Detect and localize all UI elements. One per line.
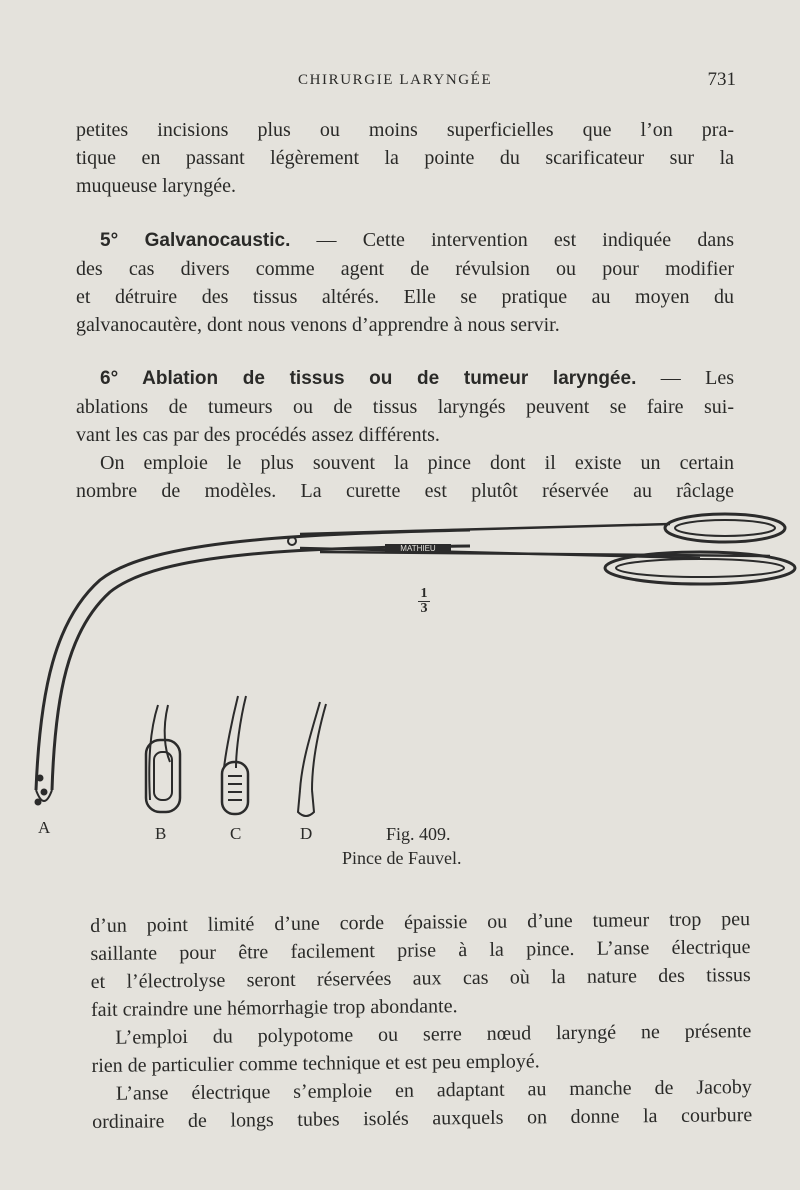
section-heading: 6° Ablation de tissus ou de tumeur laryngée. — [100, 368, 637, 389]
figure-409 — [0, 500, 800, 890]
text-run: — Cette intervention est indiquée dans — [290, 229, 734, 251]
text-line: petites incisions plus ou moins superficielles que l’on pra- — [76, 119, 734, 141]
figure-number: Fig. 409. — [386, 824, 451, 844]
page-number: 731 — [707, 69, 736, 90]
paragraph-top — [76, 116, 734, 200]
page-header — [0, 69, 800, 96]
text-line: rien de particulier comme technique et est peu employé. — [91, 1050, 540, 1077]
section-first-line — [76, 364, 734, 393]
section-galvanocaustic — [76, 226, 734, 339]
text-line: d’un point limité d’une corde épaissie ou d’une tumeur trop peu — [90, 908, 751, 937]
text-line: saillante pour être facilement prise à la pince. L’anse électrique — [90, 936, 751, 965]
figure-label-c: C — [230, 824, 242, 843]
scale-numerator: 1 — [420, 586, 428, 601]
section-ablation — [76, 364, 734, 505]
text-line: galvanocautère, dont nous venons d’apprendre à nous servir. — [76, 314, 560, 336]
text-line: et l’électrolyse seront réservées aux cas où la nature des tissus — [90, 964, 751, 993]
text-run: — Les — [636, 367, 734, 389]
figure-label-d: D — [300, 824, 313, 843]
text-line: On emploie le plus souvent la pince dont il existe un certain — [100, 452, 734, 474]
text-line: et détruire des tissus altérés. Elle se pratique au moyen du — [76, 286, 734, 308]
text-line: tique en passant légèrement la pointe du scarificateur sur la — [76, 147, 734, 169]
text-line: vant les cas par des procédés assez différents. — [76, 424, 440, 446]
text-line: fait craindre une hémorrhagie trop abondante. — [90, 995, 458, 1021]
paragraph-bottom — [90, 905, 752, 1136]
scale-denominator: 3 — [420, 601, 428, 616]
engraving-mark: MATHIEU — [400, 544, 436, 553]
figure-label-b: B — [155, 824, 167, 843]
text-line: ordinaire de longs tubes isolés auxquels on donne la courbure — [92, 1104, 753, 1133]
text-line: muqueuse laryngée. — [76, 175, 236, 197]
section-heading: 5° Galvanocaustic. — [100, 230, 291, 251]
text-line: des cas divers comme agent de révulsion ou pour modifier — [76, 258, 734, 280]
figure-label-a: A — [38, 818, 51, 837]
figure-title: Pince de Fauvel. — [342, 848, 462, 868]
running-head: CHIRURGIE LARYNGÉE — [298, 72, 493, 88]
text-line: L’anse électrique s’emploie en adaptant au manche de Jacoby — [115, 1076, 752, 1105]
text-line: L’emploi du polypotome ou serre nœud laryngé ne présente — [115, 1020, 752, 1049]
text-line: nombre de modèles. La curette est plutôt réservée au râclage — [76, 480, 734, 502]
section-first-line — [76, 226, 734, 255]
text-line: ablations de tumeurs ou de tissus laryngés peuvent se faire sui- — [76, 396, 734, 418]
scale-fraction — [418, 588, 430, 615]
